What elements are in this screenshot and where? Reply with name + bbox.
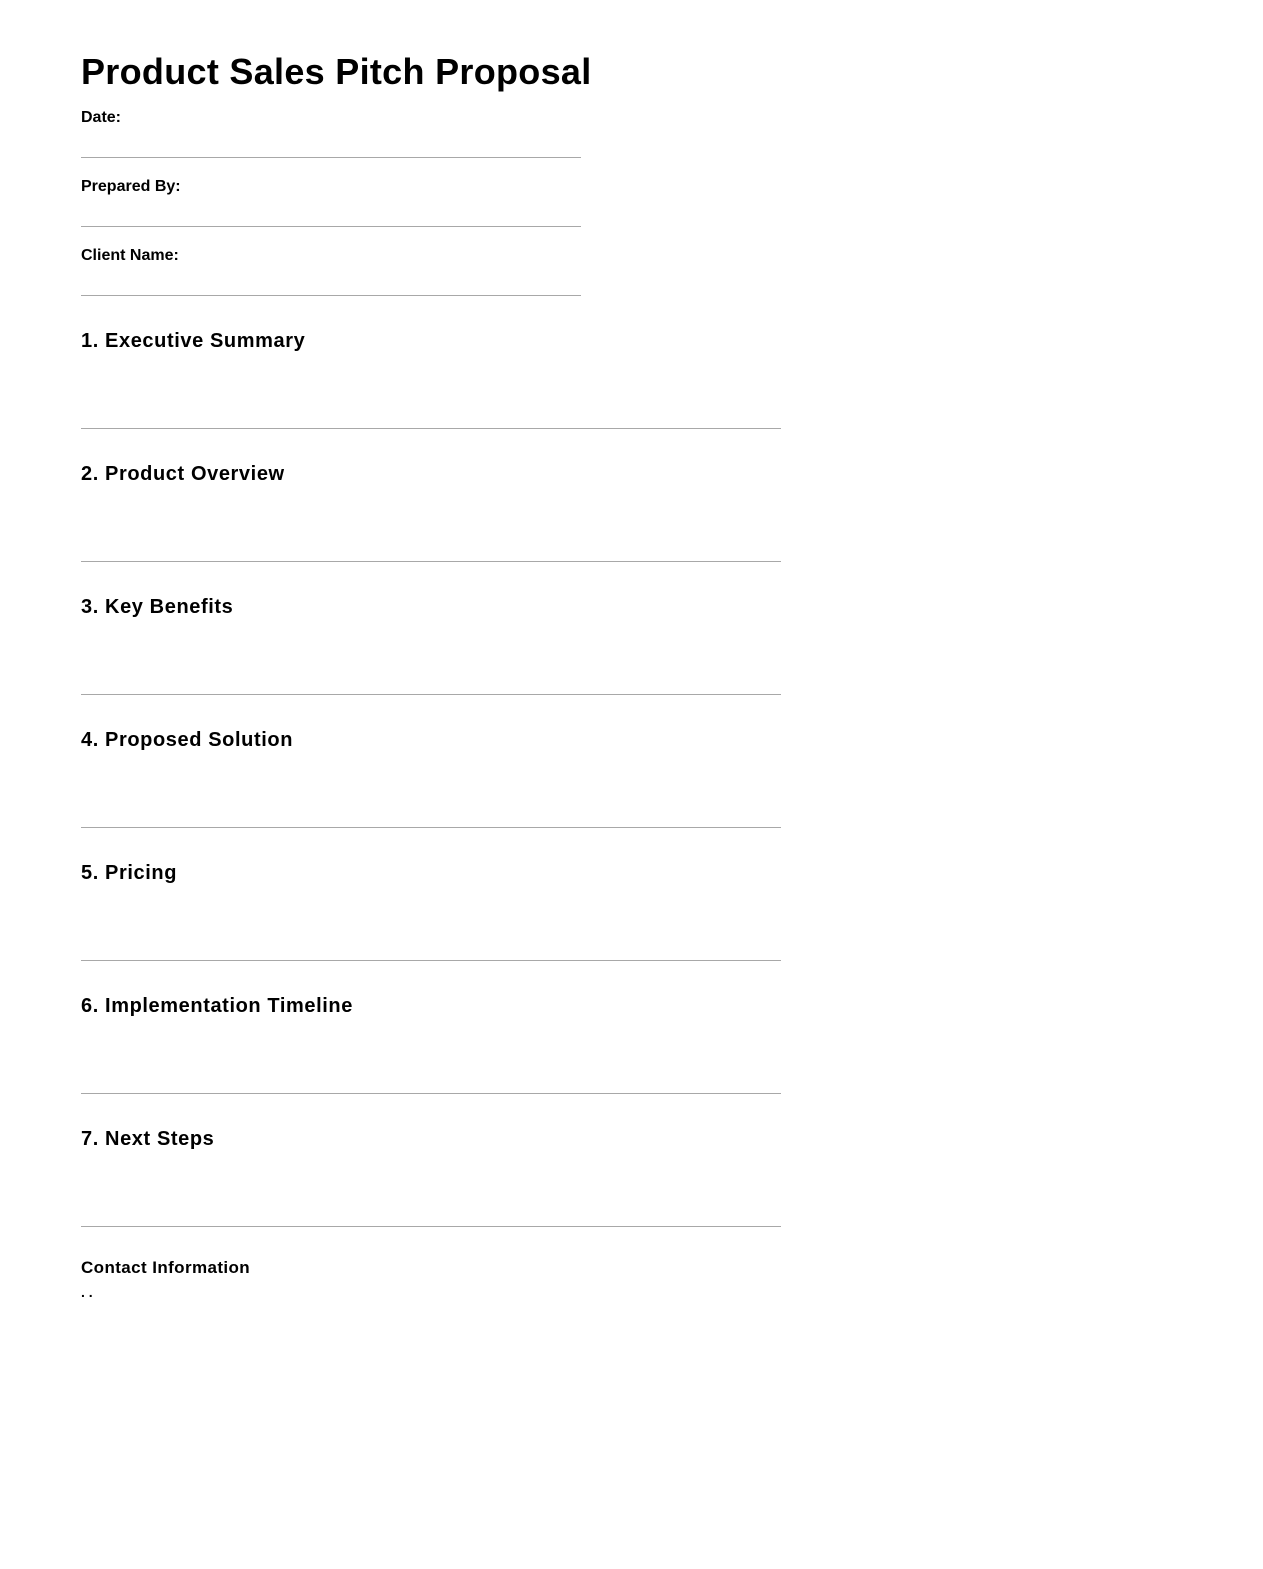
section-divider xyxy=(81,428,781,429)
section-heading: 6. Implementation Timeline xyxy=(81,995,353,1017)
section-divider xyxy=(81,960,781,961)
section-heading: 2. Product Overview xyxy=(81,463,285,485)
date-input-line[interactable] xyxy=(81,157,581,158)
date-field xyxy=(81,108,581,178)
section-heading: 3. Key Benefits xyxy=(81,596,234,618)
document-title: Product Sales Pitch Proposal xyxy=(81,51,592,92)
section-proposed-solution xyxy=(81,727,781,860)
section-next-steps xyxy=(81,1126,781,1259)
section-product-overview xyxy=(81,461,781,594)
section-executive-summary xyxy=(81,328,781,461)
prepared-by-input-line[interactable] xyxy=(81,226,581,227)
section-divider xyxy=(81,561,781,562)
section-implementation-timeline xyxy=(81,993,781,1126)
client-name-label: Client Name: xyxy=(81,247,179,264)
section-divider xyxy=(81,694,781,695)
contact-information-heading: Contact Information xyxy=(81,1258,251,1277)
section-divider xyxy=(81,1226,781,1227)
client-name-input-line[interactable] xyxy=(81,295,581,296)
section-heading: 7. Next Steps xyxy=(81,1128,215,1150)
section-key-benefits xyxy=(81,594,781,727)
contact-information-text: . . xyxy=(81,1284,93,1300)
section-divider xyxy=(81,1093,781,1094)
section-heading: 4. Proposed Solution xyxy=(81,729,294,751)
date-label: Date: xyxy=(81,109,122,126)
section-pricing xyxy=(81,860,781,993)
section-heading: 5. Pricing xyxy=(81,862,178,884)
prepared-by-label: Prepared By: xyxy=(81,178,181,195)
section-divider xyxy=(81,827,781,828)
client-name-field xyxy=(81,246,581,316)
section-heading: 1. Executive Summary xyxy=(81,330,306,352)
prepared-by-field xyxy=(81,177,581,247)
